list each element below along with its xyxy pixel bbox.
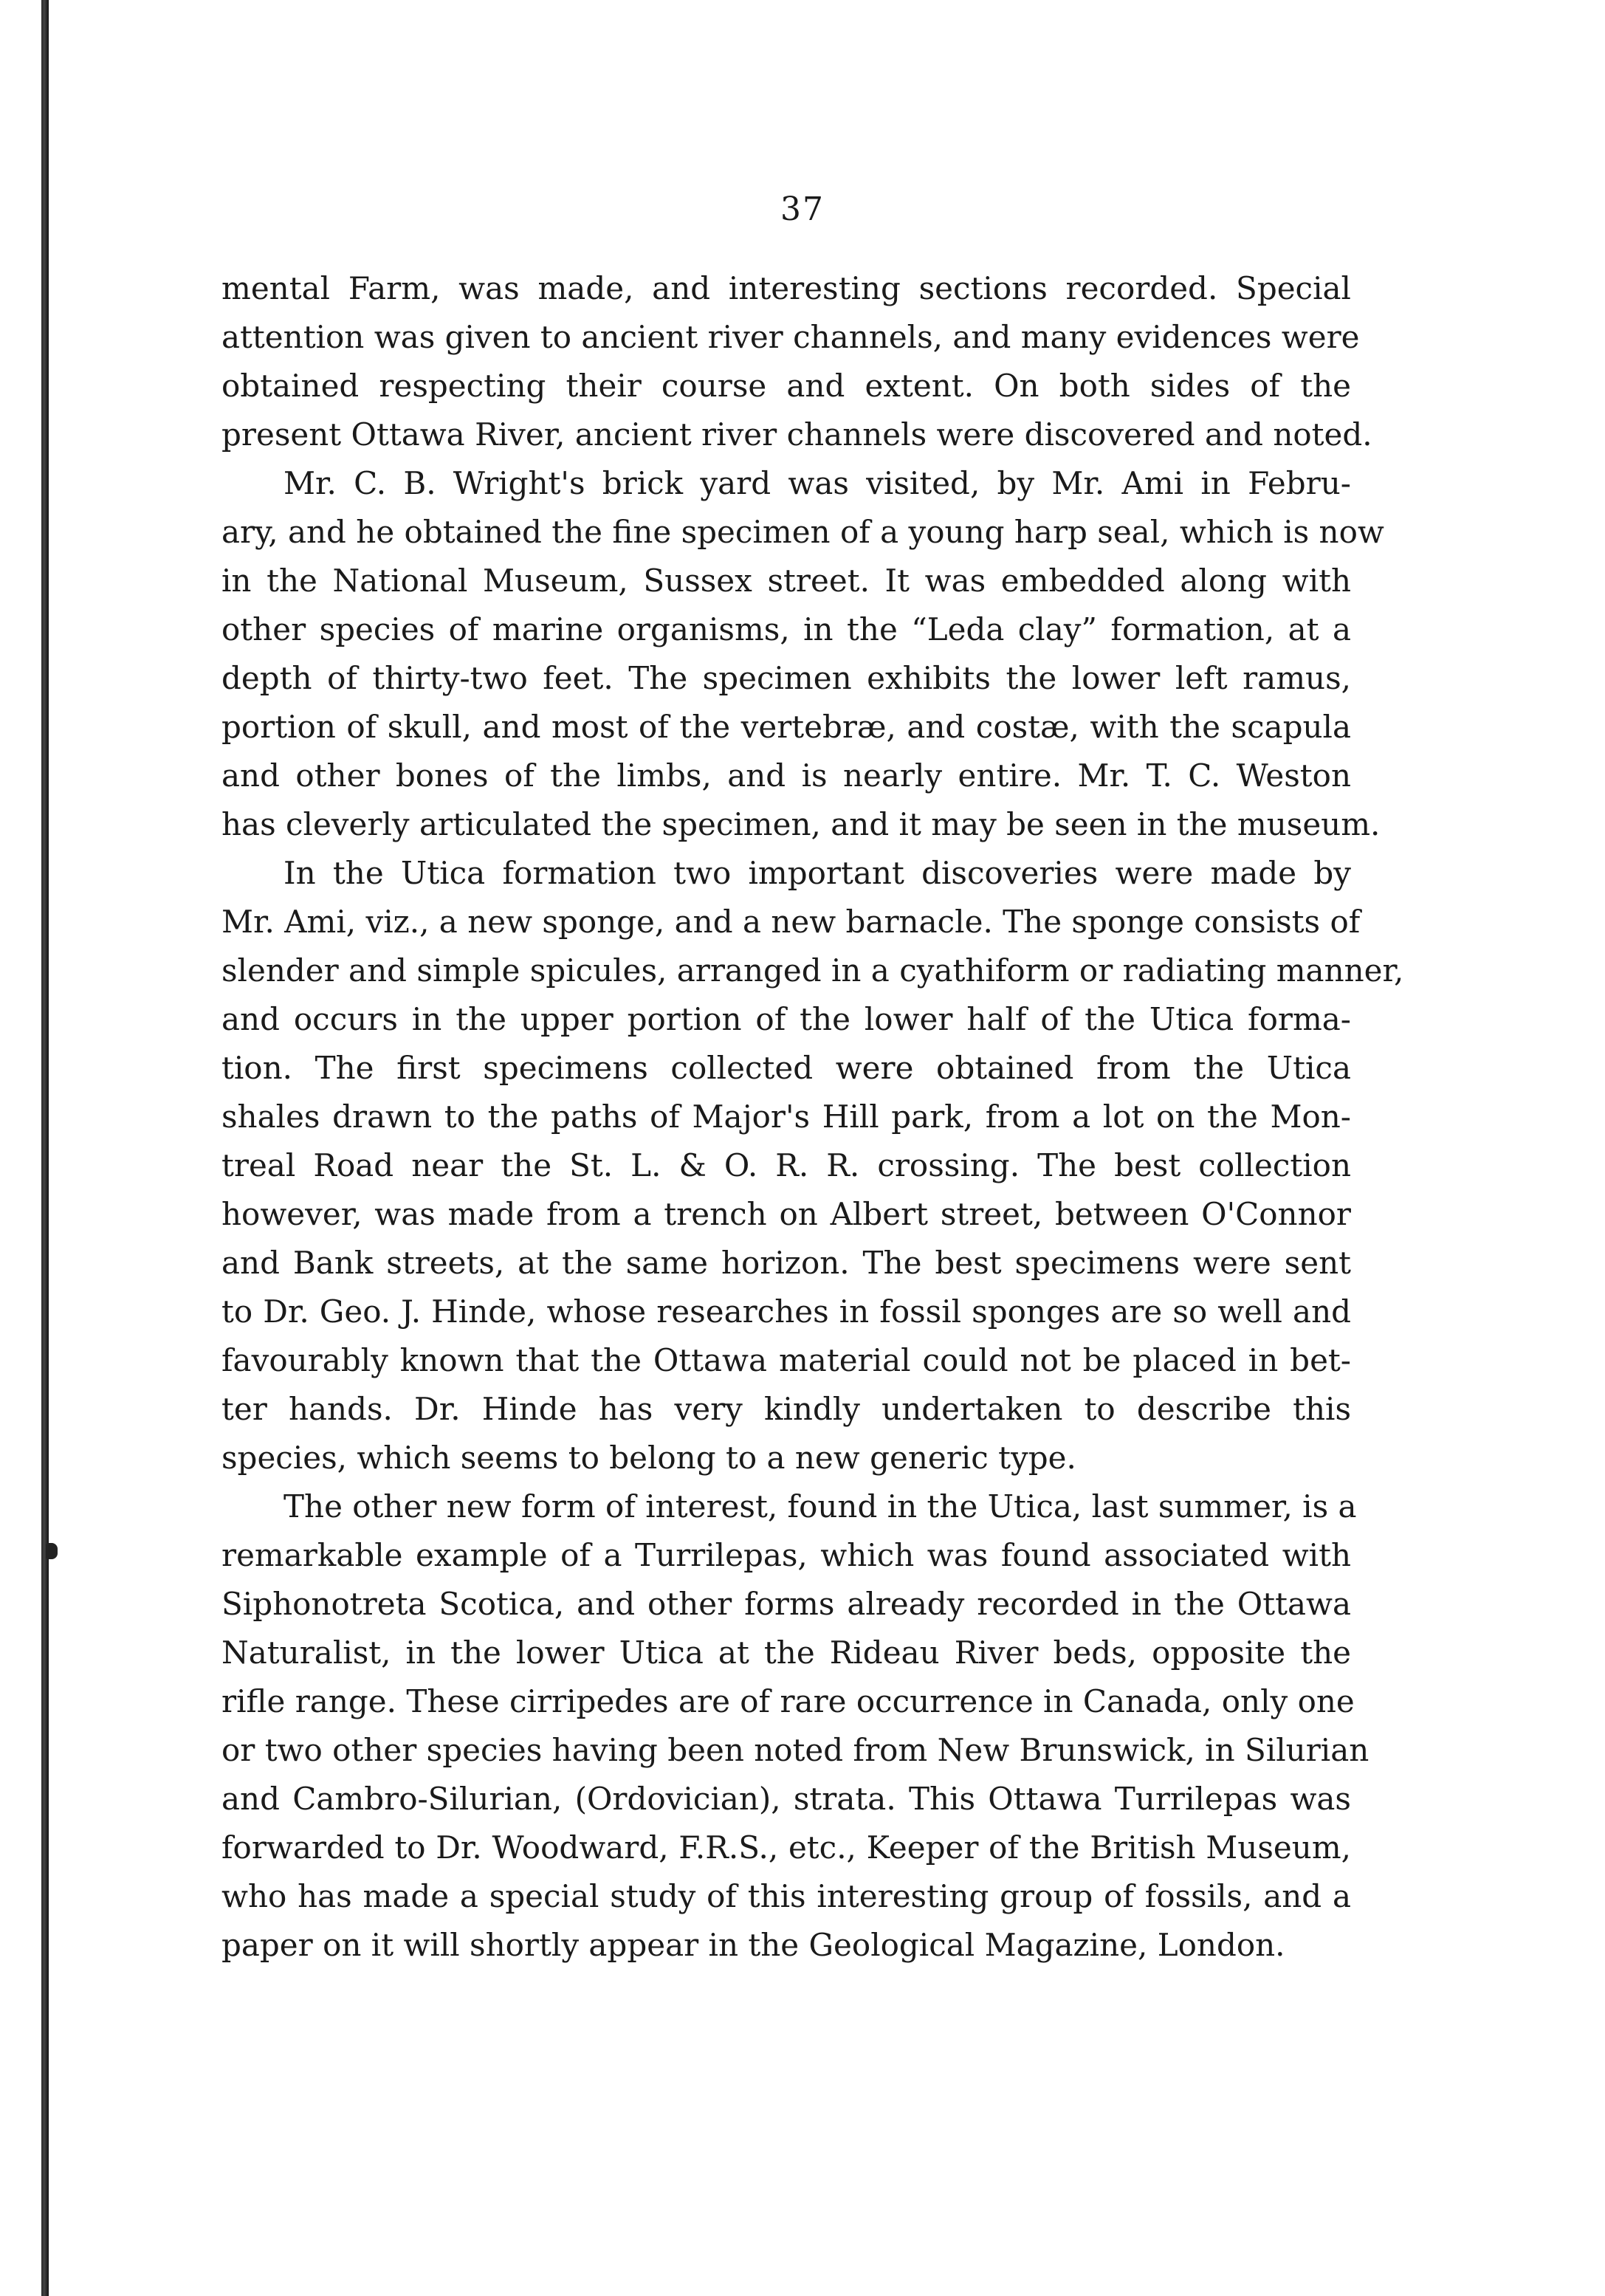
page-number: 37 [780, 190, 825, 228]
text-line: or two other species having been noted from New Brunswick, in Silurian [221, 1732, 1369, 1768]
text-line: ary, and he obtained the fine specimen of a young harp seal, which is now [221, 514, 1384, 550]
text-line: and other bones of the limbs, and is nearly entire. Mr. T. C. Weston [221, 757, 1351, 794]
text-line: in the National Museum, Sussex street. It was embedded along with [221, 563, 1351, 599]
text-line: The other new form of interest, found in the Utica, last summer, is a [283, 1488, 1357, 1525]
text-line: and occurs in the upper portion of the lower half of the Utica forma- [221, 1001, 1351, 1037]
text-line: depth of thirty-two feet. The specimen exhibits the lower left ramus, [221, 660, 1351, 696]
text-line: In the Utica formation two important discoveries were made by [283, 855, 1351, 891]
text-line: treal Road near the St. L. & O. R. R. crossing. The best collection [221, 1147, 1351, 1183]
text-line: Siphonotreta Scotica, and other forms already recorded in the Ottawa [221, 1586, 1351, 1622]
text-line: favourably known that the Ottawa material could not be placed in bet- [221, 1342, 1351, 1378]
text-line: present Ottawa River, ancient river channels were discovered and noted. [221, 416, 1372, 453]
text-line: who has made a special study of this interesting group of fossils, and a [221, 1878, 1351, 1914]
binding-mark [46, 1543, 58, 1559]
text-line: attention was given to ancient river channels, and many evidences were [221, 319, 1360, 355]
paragraph [221, 1482, 1369, 1970]
text-line: slender and simple spicules, arranged in a cyathiform or radiating manner, [221, 952, 1404, 989]
text-line: tion. The first specimens collected were obtained from the Utica [221, 1050, 1351, 1086]
paragraph [221, 264, 1372, 459]
text-line: has cleverly articulated the specimen, and it may be seen in the museum. [221, 806, 1381, 842]
text-line: rifle range. These cirripedes are of rare occurrence in Canada, only one [221, 1683, 1355, 1719]
text-line: portion of skull, and most of the vertebræ, and costæ, with the scapula [221, 709, 1351, 745]
paragraph [221, 459, 1384, 849]
text-line: Mr. C. B. Wright's brick yard was visited, by Mr. Ami in Febru- [283, 465, 1351, 501]
text-line: to Dr. Geo. J. Hinde, whose researches in fossil sponges are so well and [221, 1293, 1351, 1330]
text-line: species, which seems to belong to a new generic type. [221, 1440, 1076, 1476]
text-line: paper on it will shortly appear in the Geological Magazine, London. [221, 1927, 1285, 1963]
text-line: obtained respecting their course and extent. On both sides of the [221, 368, 1351, 404]
text-line: Naturalist, in the lower Utica at the Rideau River beds, opposite the [221, 1635, 1351, 1671]
text-line: remarkable example of a Turrilepas, which was found associated with [221, 1537, 1351, 1573]
text-line: forwarded to Dr. Woodward, F.R.S., etc., Keeper of the British Museum, [221, 1829, 1351, 1866]
body-text [221, 264, 1404, 1970]
paragraph [221, 849, 1404, 1482]
text-line: shales drawn to the paths of Major's Hill park, from a lot on the Mon- [221, 1099, 1351, 1135]
text-line: ter hands. Dr. Hinde has very kindly undertaken to describe this [221, 1391, 1351, 1427]
text-line: Mr. Ami, viz., a new sponge, and a new barnacle. The sponge consists of [221, 904, 1361, 940]
page-binding-edge [41, 0, 49, 2296]
text-line: and Cambro-Silurian, (Ordovician), strata. This Ottawa Turrilepas was [221, 1781, 1351, 1817]
text-line: however, was made from a trench on Albert street, between O'Connor [221, 1196, 1351, 1232]
text-line: and Bank streets, at the same horizon. The best specimens were sent [221, 1245, 1351, 1281]
text-line: other species of marine organisms, in the “Leda clay” formation, at a [221, 611, 1351, 647]
text-line: mental Farm, was made, and interesting sections recorded. Special [221, 270, 1351, 306]
